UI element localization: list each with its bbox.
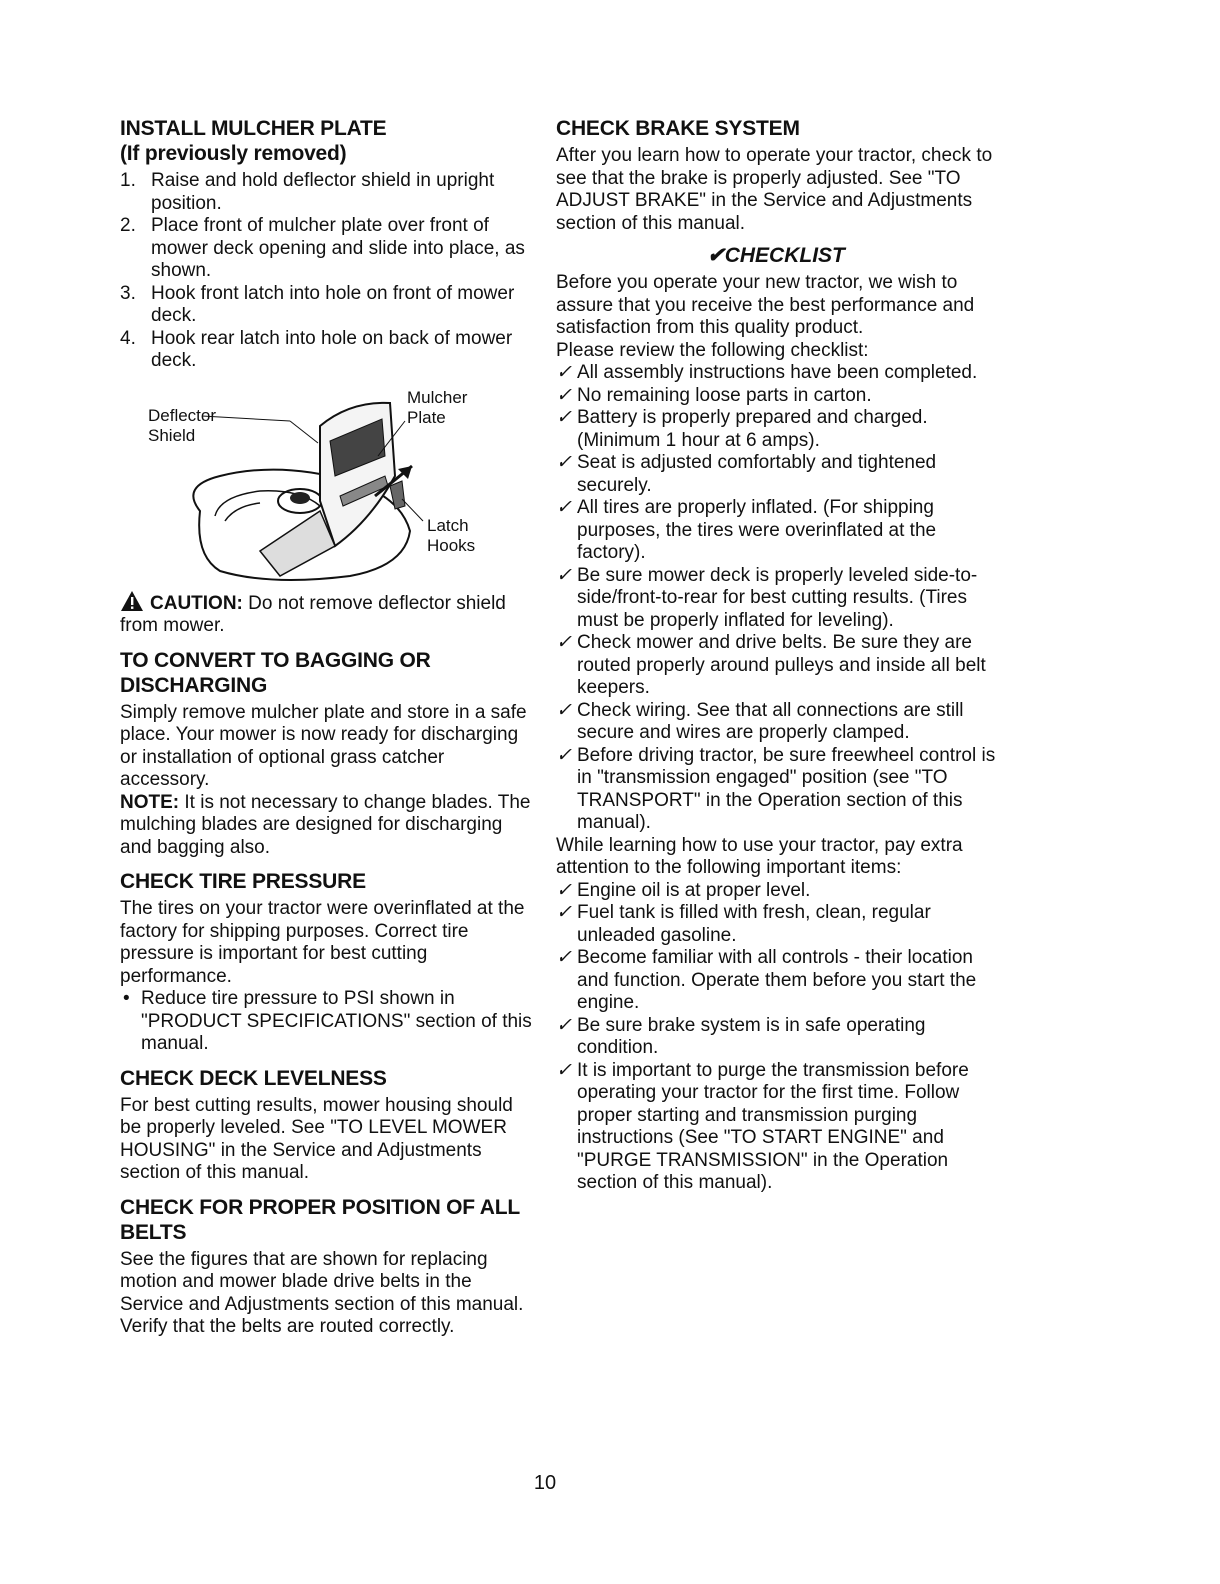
caution-label: CAUTION: (150, 592, 243, 614)
checklist-item: ✓ Fuel tank is filled with fresh, clean, regular unleaded gasoline. (556, 902, 931, 946)
belts-body: See the figures that are shown for replacing motion and mower blade drive belts in the Service and Adjustments section of this manual. Verify that the belts are routed correctly. (120, 1248, 524, 1337)
check-mark-icon: ✓ (556, 947, 572, 968)
check-mark-icon: ✓ (556, 902, 572, 923)
warning-triangle-icon (120, 590, 144, 612)
checklist-intro: Before you operate your new tractor, we wish to assure that you receive the best performance and satisfaction from this quality product. (556, 272, 975, 338)
checklist-item: ✓ Before driving tractor, be sure freewheel control is in "transmission engaged" position (see "TO TRANSPORT" in the Operation section of this manual). (556, 744, 996, 833)
label-deflector-2: Shield (148, 425, 196, 445)
tire-title: CHECK TIRE PRESSURE (120, 870, 366, 893)
belts-title: CHECK FOR PROPER POSITION OF ALL BELTS (120, 1195, 520, 1244)
checklist-item: ✓ Engine oil is at proper level. (556, 879, 811, 901)
checklist-item: ✓ Be sure mower deck is properly leveled side-to-side/front-to-rear for best cutting results. (Tires must be properly inflated for leveling). (556, 564, 978, 631)
left-column (120, 116, 535, 1339)
right-column (556, 116, 996, 1195)
check-mark-icon: ✓ (556, 497, 572, 518)
tire-bullet: • Reduce tire pressure to PSI shown in "PRODUCT SPECIFICATIONS" section of this manual. (123, 988, 532, 1054)
step-item: 1. Raise and hold deflector shield in upright position. (120, 170, 495, 214)
step-item: 3. Hook front latch into hole on front of mower deck. (120, 282, 515, 326)
mulcher-steps (120, 170, 535, 373)
convert-title: TO CONVERT TO BAGGING OR DISCHARGING (120, 648, 431, 697)
check-mark-icon: ✓ (556, 632, 572, 653)
check-mark-icon: ✓ (556, 452, 572, 473)
caution-note (120, 590, 535, 638)
check-mark-icon: ✓ (556, 1014, 572, 1036)
checklist-items (556, 362, 996, 835)
deck-body: For best cutting results, mower housing should be properly leveled. See "TO LEVEL MOWER HOUSING" in the Service and Adjustments section of this manual. (120, 1094, 513, 1183)
deck-title: CHECK DECK LEVELNESS (120, 1066, 387, 1090)
check-mark-icon: ✓ (556, 384, 572, 406)
note-label: NOTE: (120, 791, 180, 813)
mulcher-diagram (120, 381, 535, 586)
label-mulcher-2: Plate (407, 407, 446, 427)
mulcher-subtitle: (If previously removed) (120, 142, 347, 165)
convert-body: Simply remove mulcher plate and store in a safe place. Your mower is now ready for discharging or installation of optional grass catcher accessory. (120, 701, 527, 790)
convert-note (120, 792, 535, 860)
checklist-item: ✓ Check wiring. See that all connections are still secure and wires are properly clamped. (556, 699, 964, 743)
checklist-item: ✓ Check mower and drive belts. Be sure they are routed properly around pulleys and inside all belt keepers. (556, 632, 986, 698)
checklist-item: ✓ No remaining loose parts in carton. (556, 384, 872, 406)
tire-body: The tires on your tractor were overinflated at the factory for shipping purposes. Correct tire pressure is important for best cutting performance. (120, 898, 525, 987)
check-mark-icon: ✓ (556, 744, 572, 766)
checklist-item: ✓ Seat is adjusted comfortably and tightened securely. (556, 452, 937, 496)
checklist-learning: While learning how to use your tractor, pay extra attention to the following important items: (556, 834, 963, 878)
page-number: 10 (533, 1472, 557, 1494)
check-mark-icon: ✓ (556, 1059, 572, 1081)
checklist-items-2 (556, 880, 996, 1195)
checklist-item: ✓ Be sure brake system is in safe operating condition. (556, 1014, 926, 1058)
label-latch-2: Hooks (427, 535, 476, 555)
checklist-item: ✓ All assembly instructions have been completed. (556, 362, 978, 383)
checklist-title: ✔CHECKLIST (707, 244, 845, 267)
checklist-item: ✓ All tires are properly inflated. (For shipping purposes, the tires were overinflated at the factory). (556, 497, 937, 563)
mulcher-title: INSTALL MULCHER PLATE (120, 117, 387, 140)
checklist-item: ✓ Become familiar with all controls - their location and function. Operate them before you start the engine. (556, 947, 977, 1013)
label-latch-1: Latch (427, 515, 469, 535)
note-text: It is not necessary to change blades. The mulching blades are designed for discharging and bagging also. (120, 791, 531, 858)
step-item: 2. Place front of mulcher plate over front of mower deck opening and slide into place, as shown. (120, 215, 525, 281)
checklist-item: ✓ Battery is properly prepared and charged. (Minimum 1 hour at 6 amps). (556, 407, 928, 451)
checklist-review: Please review the following checklist: (556, 339, 869, 361)
brake-body: After you learn how to operate your tractor, check to see that the brake is properly adjusted. See "TO ADJUST BRAKE" in the Service and Adjustments section of this manual. (556, 145, 993, 234)
caution-text: Do not remove deflector shield from mower. (120, 592, 506, 636)
check-mark-icon: ✓ (556, 699, 572, 721)
check-mark-icon: ✓ (556, 564, 572, 586)
check-mark-icon: ✓ (556, 879, 572, 901)
mower-deck-illustration (120, 381, 535, 586)
checklist-item: ✓ It is important to purge the transmission before operating your tractor for the first time. Follow proper starting and transmission purging instructions (See "TO START ENGINE" and "PURGE TRANSMISSION" in the Operation section of this manual). (556, 1059, 969, 1193)
check-mark-icon: ✓ (556, 362, 572, 383)
brake-title: CHECK BRAKE SYSTEM (556, 117, 800, 140)
step-item: 4. Hook rear latch into hole on back of mower deck. (120, 327, 513, 371)
label-mulcher-1: Mulcher (407, 387, 468, 407)
label-deflector-1: Deflector (148, 405, 217, 425)
check-mark-icon: ✓ (556, 407, 572, 428)
